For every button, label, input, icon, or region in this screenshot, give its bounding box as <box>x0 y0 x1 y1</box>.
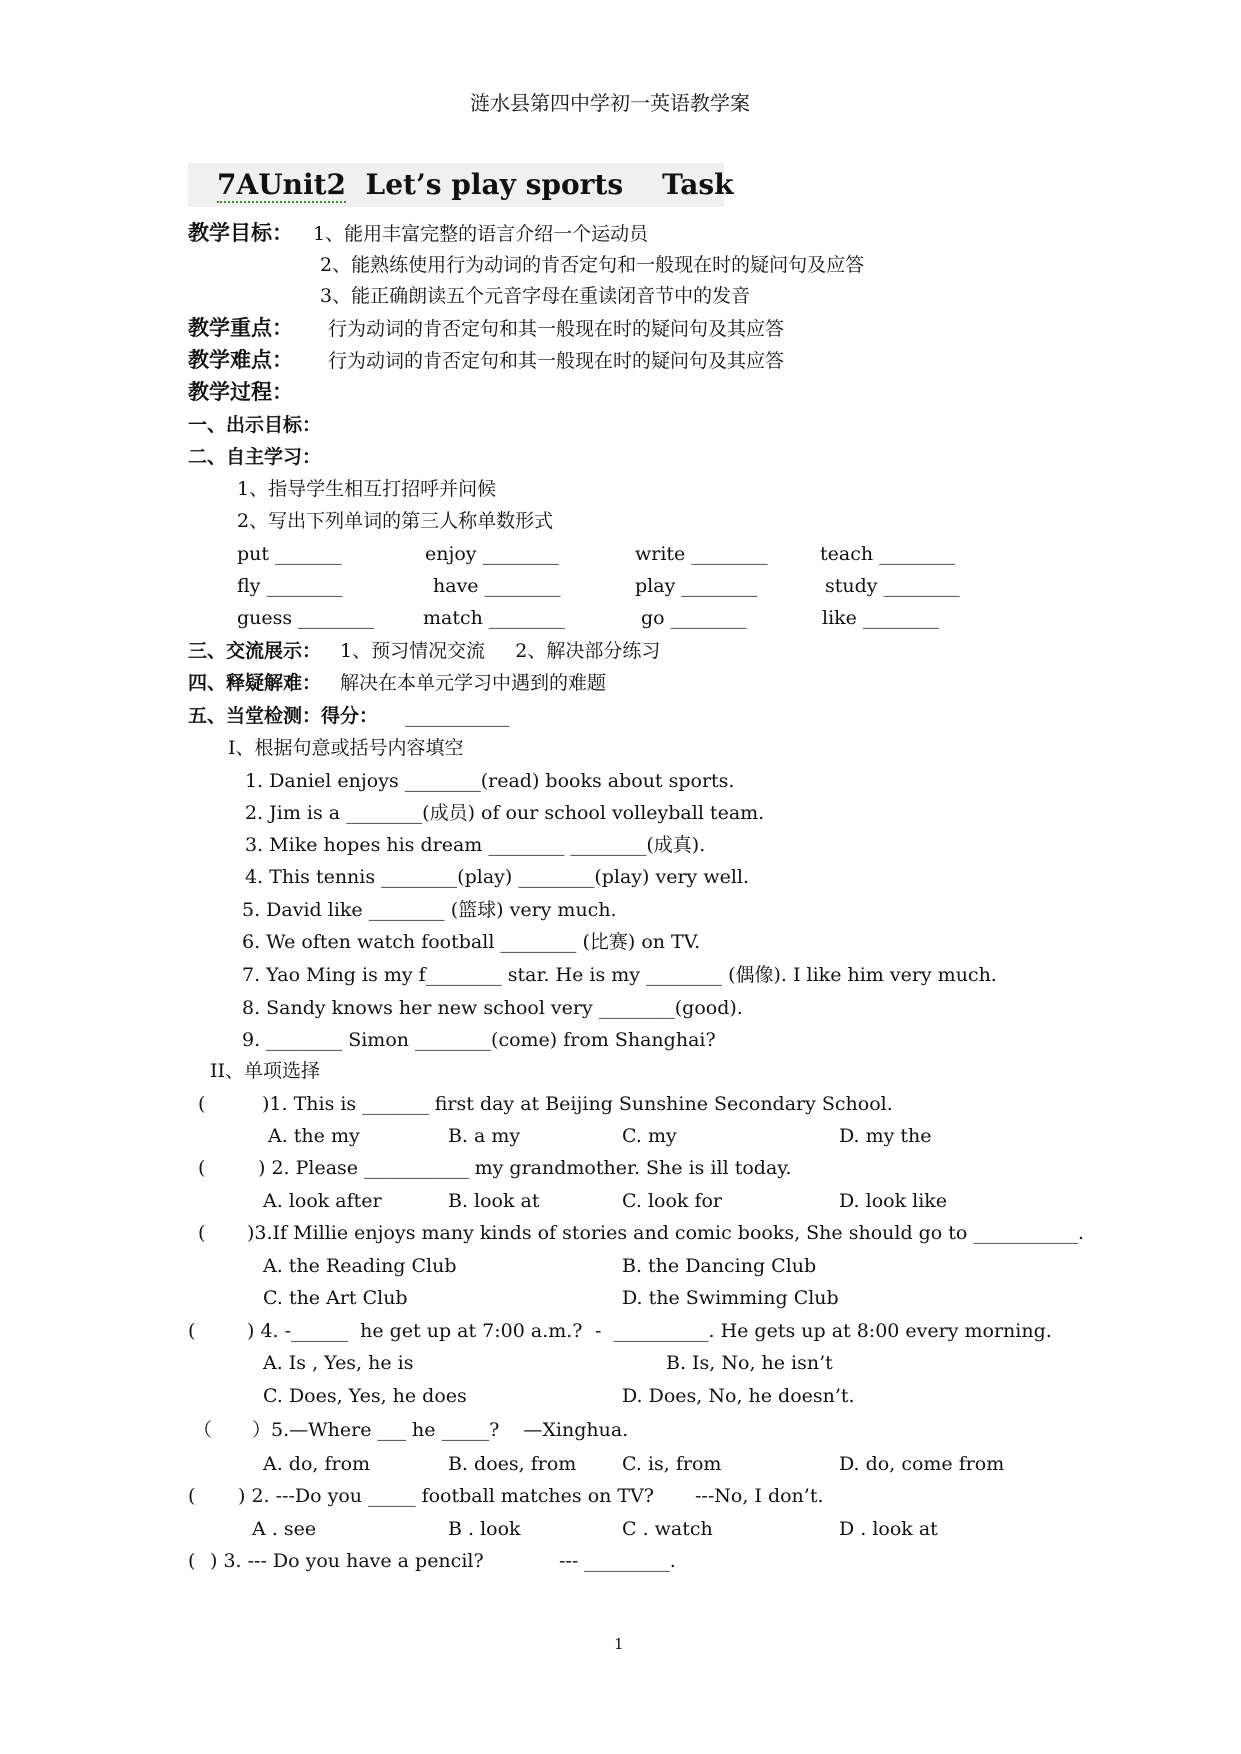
q4-answer-line: - __________. He gets up at 8:00 every morning. <box>595 1320 1052 1342</box>
q5-option-d: D. do, come from <box>839 1453 1005 1475</box>
section-2-item-2: 2、写出下列单词的第三人称单数形式 <box>237 510 554 532</box>
q6-option-b: B . look <box>448 1518 521 1540</box>
q4-option-c: C. Does, Yes, he does <box>263 1385 467 1407</box>
q1-option-c: C. my <box>622 1125 677 1147</box>
word-fly: fly ________ <box>237 575 343 597</box>
q6-text: ) 2. ---Do you _____ football matches on TV? <box>238 1485 654 1507</box>
part2-heading: II、单项选择 <box>210 1060 321 1082</box>
q2-option-d: D. look like <box>839 1190 948 1212</box>
q7-text: ) 3. --- Do you have a pencil? <box>210 1550 484 1572</box>
part1-item-8: 8. Sandy knows her new school very ________(good). <box>242 997 743 1019</box>
part1-item-1: 1. Daniel enjoys ________(read) books about sports. <box>245 770 735 792</box>
part1-item-5: 5. David like ________ (篮球) very much. <box>242 899 617 921</box>
q5-option-a: A. do, from <box>263 1453 371 1475</box>
section-2-item-1: 1、指导学生相互打招呼并问候 <box>237 478 497 500</box>
part1-item-9: 9. ________ Simon ________(come) from Shanghai? <box>242 1029 716 1051</box>
q5-text: ）5.—Where ___ he _____? —Xinghua. <box>252 1419 629 1441</box>
q1-paren: ( <box>198 1093 206 1115</box>
q1-text: )1. This is _______ first day at Beijing Sunshine Secondary School. <box>262 1093 893 1115</box>
q3-paren: ( <box>198 1222 206 1244</box>
q4-paren: ( <box>188 1320 196 1342</box>
q3-option-a: A. the Reading Club <box>263 1255 457 1277</box>
section-4-text: 解决在本单元学习中遇到的难题 <box>340 672 607 694</box>
q2-text: ) 2. Please ___________ my grandmother. She is ill today. <box>258 1157 792 1179</box>
section-3-label: 三、交流展示： <box>188 640 322 662</box>
q5-option-c: C. is, from <box>622 1453 722 1475</box>
process-label: 教学过程： <box>188 380 293 404</box>
section-4-label: 四、释疑解难： <box>188 672 322 694</box>
q3-option-d: D. the Swimming Club <box>622 1287 839 1309</box>
word-study: study ________ <box>825 575 960 597</box>
page-number: 1 <box>614 1635 624 1653</box>
word-have: have ________ <box>433 575 561 597</box>
key-points-label: 教学重点： <box>188 316 293 340</box>
q3-option-c: C. the Art Club <box>263 1287 408 1309</box>
word-match: match ________ <box>423 607 565 629</box>
q1-option-b: B. a my <box>448 1125 521 1147</box>
q6-option-c: C . watch <box>622 1518 713 1540</box>
word-teach: teach ________ <box>820 543 956 565</box>
q2-paren: ( <box>198 1157 206 1179</box>
unit-title-rest: Let’s play sports Task <box>346 168 734 201</box>
q3-text: )3.If Millie enjoys many kinds of stories and comic books, She should go to ___________. <box>247 1222 1084 1244</box>
section-1: 一、出示目标： <box>188 414 322 436</box>
section-5-label: 五、当堂检测：得分： <box>188 705 379 727</box>
goal-item-2: 2、能熟练使用行为动词的肯否定句和一般现在时的疑问句及应答 <box>320 254 865 276</box>
word-play: play ________ <box>635 575 758 597</box>
part1-item-7: 7. Yao Ming is my f________ star. He is my ________ (偶像). I like him very much. <box>242 964 997 986</box>
goals-label: 教学目标： <box>188 221 293 245</box>
part1-item-2: 2. Jim is a ________(成员) of our school volleyball team. <box>245 802 765 824</box>
key-points-text: 行为动词的肯否定句和其一般现在时的疑问句及其应答 <box>328 318 785 340</box>
part1-item-6: 6. We often watch football ________ (比赛) on TV. <box>242 931 701 953</box>
word-like: like ________ <box>822 607 939 629</box>
q4-option-a: A. Is , Yes, he is <box>263 1352 414 1374</box>
q5-option-b: B. does, from <box>448 1453 577 1475</box>
word-go: go ________ <box>641 607 747 629</box>
unit-code: 7AUnit2 <box>217 168 347 201</box>
goal-item-3: 3、能正确朗读五个元音字母在重读闭音节中的发音 <box>320 285 751 307</box>
section-2: 二、自主学习： <box>188 446 322 468</box>
page-header: 涟水县第四中学初一英语教学案 <box>470 91 750 115</box>
q7-reply: --- _________. <box>559 1550 676 1572</box>
word-guess: guess ________ <box>237 607 375 629</box>
section-3-text: 1、预习情况交流 2、解决部分练习 <box>340 640 661 662</box>
word-write: write ________ <box>635 543 768 565</box>
q2-option-c: C. look for <box>622 1190 723 1212</box>
difficulties-label: 教学难点： <box>188 348 293 372</box>
q4-option-d: D. Does, No, he doesn’t. <box>622 1385 855 1407</box>
difficulties-text: 行为动词的肯否定句和其一般现在时的疑问句及其应答 <box>328 350 785 372</box>
goal-item-1: 1、能用丰富完整的语言介绍一个运动员 <box>313 223 649 245</box>
q1-option-d: D. my the <box>839 1125 932 1147</box>
word-enjoy: enjoy ________ <box>425 543 559 565</box>
q6-reply: ---No, I don’t. <box>695 1485 824 1507</box>
q4-option-b: B. Is, No, he isn’t <box>666 1352 833 1374</box>
q6-option-a: A . see <box>252 1518 317 1540</box>
score-blank: ___________ <box>405 705 510 727</box>
part1-item-4: 4. This tennis ________(play) ________(play) very well. <box>245 866 750 888</box>
q1-option-a: A. the my <box>268 1125 360 1147</box>
q5-paren: （ <box>193 1419 213 1441</box>
q6-paren: ( <box>188 1485 196 1507</box>
q6-option-d: D . look at <box>839 1518 938 1540</box>
word-put: put _______ <box>237 543 342 565</box>
q7-paren: ( <box>188 1550 196 1572</box>
part1-heading: I、根据句意或括号内容填空 <box>228 737 464 759</box>
q2-option-b: B. look at <box>448 1190 540 1212</box>
q2-option-a: A. look after <box>263 1190 382 1212</box>
part1-item-3: 3. Mike hopes his dream ________ ________(成真). <box>245 834 706 856</box>
q4-text: ) 4. -______ he get up at 7:00 a.m.? <box>247 1320 583 1342</box>
unit-title <box>217 168 734 201</box>
q3-option-b: B. the Dancing Club <box>622 1255 817 1277</box>
